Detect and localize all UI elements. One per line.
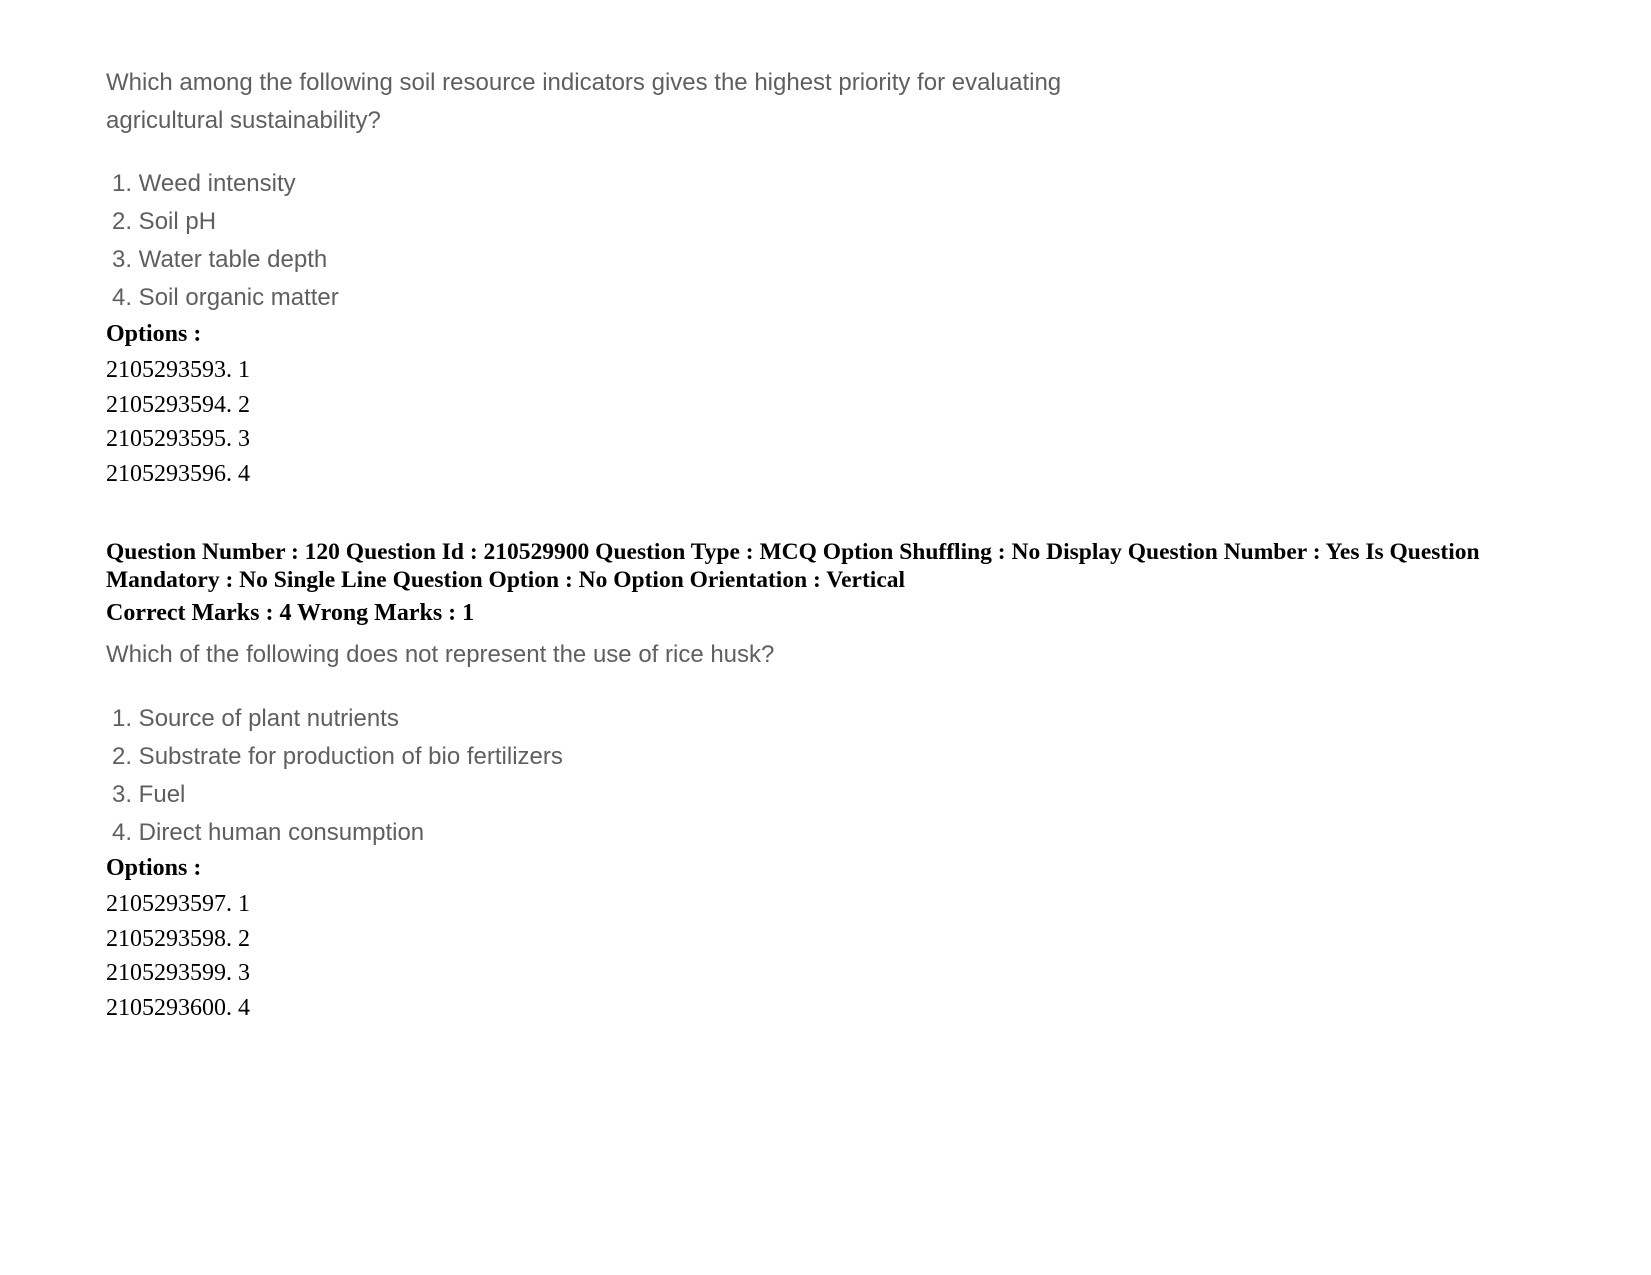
option-item: 2105293600. 4 [106, 994, 250, 1021]
question-119-statements [112, 165, 339, 317]
question-120-options [106, 887, 250, 1025]
option-item: 2105293594. 2 [106, 391, 250, 418]
question-119-options-label: Options : [106, 321, 202, 347]
question-120-text: Which of the following does not represent the use of rice husk? [106, 641, 775, 668]
statement-item: 3. Water table depth [112, 246, 328, 273]
option-item: 2105293593. 1 [106, 357, 250, 383]
question-120-meta: Question Number : 120 Question Id : 210529900 Question Type : MCQ Option Shuffling : No Display Question Number : Yes Is Question Mandatory : No Single Line Question Option : No Option Orientation : Vertical [106, 539, 1480, 593]
statement-item: 2. Substrate for production of bio fertilizers [112, 743, 563, 770]
question-120-statements [112, 700, 563, 852]
option-item: 2105293599. 3 [106, 960, 250, 986]
option-item: 2105293596. 4 [106, 460, 250, 487]
statement-item: 4. Soil organic matter [112, 284, 339, 311]
option-item: 2105293597. 1 [106, 891, 250, 917]
statement-item: 1. Weed intensity [112, 170, 296, 197]
statement-item: 3. Fuel [112, 781, 186, 808]
statement-item: 2. Soil pH [112, 208, 217, 235]
option-item: 2105293598. 2 [106, 925, 250, 952]
question-120-marks: Correct Marks : 4 Wrong Marks : 1 [106, 600, 475, 626]
option-item: 2105293595. 3 [106, 426, 250, 452]
statement-item: 4. Direct human consumption [112, 819, 425, 846]
statement-item: 1. Source of plant nutrients [112, 705, 399, 732]
question-120-options-label: Options : [106, 855, 202, 881]
question-119-text: Which among the following soil resource indicators gives the highest priority for evaluating agricultural sustainability? [106, 69, 1062, 134]
question-119-options [106, 353, 250, 491]
